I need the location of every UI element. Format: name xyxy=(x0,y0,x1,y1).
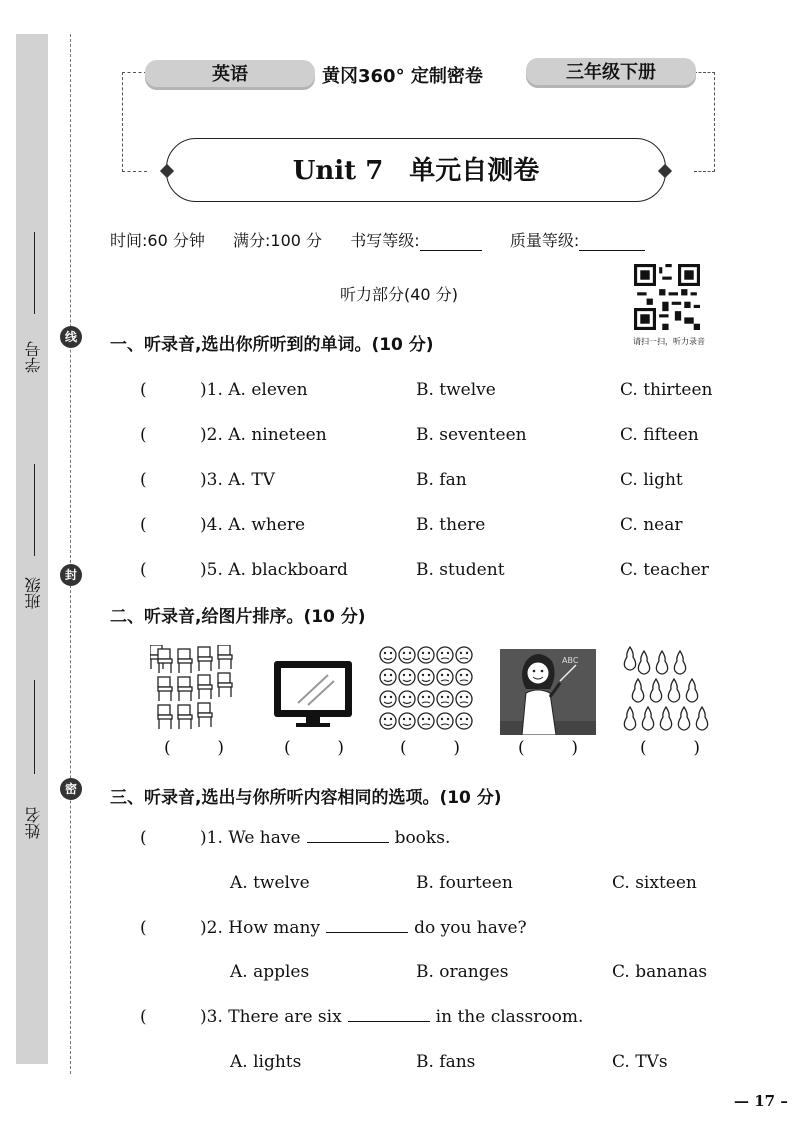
pears-icon xyxy=(622,645,718,735)
s1-q2-a: )2. A. nineteen xyxy=(200,425,327,445)
s1-q4-a: )4. A. where xyxy=(200,515,306,535)
picture-answer-4[interactable]: ( ) xyxy=(518,738,578,758)
exam-score: 满分:100 分 xyxy=(233,231,323,250)
picture-answer-5[interactable]: ( ) xyxy=(640,738,700,758)
s3-q3-b: B. fans xyxy=(416,1052,476,1072)
exam-time: 时间:60 分钟 xyxy=(110,231,205,250)
section2-heading: 二、听录音,给图片排序。(10 分) xyxy=(110,607,366,627)
name-line xyxy=(34,680,35,774)
qr-caption: 请扫一扫，听力录音 xyxy=(633,337,705,346)
student-id-line xyxy=(34,232,35,314)
quality-grade-field[interactable] xyxy=(579,250,645,251)
subject-badge: 英语 xyxy=(145,60,315,90)
exam-meta xyxy=(110,228,645,251)
writing-grade-field[interactable] xyxy=(420,250,482,251)
binding-strip xyxy=(16,34,48,1064)
answer-paren[interactable]: ( xyxy=(140,560,147,580)
answer-paren[interactable]: ( xyxy=(140,515,147,535)
s3-q2-text-end: do you have? xyxy=(414,918,527,938)
picture-answer-1[interactable]: ( ) xyxy=(164,738,224,758)
s1-q1-b: B. twelve xyxy=(416,380,496,400)
page-number: — 17 – xyxy=(734,1092,788,1110)
s1-q1-a: )1. A. eleven xyxy=(200,380,308,400)
s3-q2-a: A. apples xyxy=(230,962,310,982)
s1-q5-c: C. teacher xyxy=(620,560,709,580)
picture-answer-3[interactable]: ( ) xyxy=(400,738,460,758)
class-line xyxy=(34,464,35,556)
answer-paren[interactable]: ( xyxy=(140,828,147,848)
s3-q1-b: B. fourteen xyxy=(416,873,513,893)
svg-text:ABC: ABC xyxy=(562,656,579,665)
seal-seal: 封 xyxy=(60,564,82,586)
s1-q5-b: B. student xyxy=(416,560,505,580)
chairs-icon xyxy=(150,645,246,735)
blank-line[interactable] xyxy=(348,1021,430,1022)
s3-question-3 xyxy=(140,1007,583,1031)
s1-question-1 xyxy=(140,380,713,404)
page-title: Unit 7 单元自测卷 xyxy=(292,156,540,186)
s1-q2-c: C. fifteen xyxy=(620,425,699,445)
s3-q3-a: A. lights xyxy=(230,1052,302,1072)
s1-question-5 xyxy=(140,560,709,584)
faces-icon xyxy=(378,645,474,735)
teacher-icon xyxy=(500,645,596,735)
tv-icon xyxy=(268,645,364,735)
s3-question-1 xyxy=(140,828,450,852)
class-label: 班级 xyxy=(24,577,43,609)
s1-question-4 xyxy=(140,515,683,539)
blank-line[interactable] xyxy=(307,842,389,843)
s3-q2-text: )2. How many xyxy=(200,918,321,938)
s3-q1-text: )1. We have xyxy=(200,828,301,848)
answer-paren[interactable]: ( xyxy=(140,918,147,938)
s3-q3-c: C. TVs xyxy=(612,1052,668,1072)
seal-secret: 密 xyxy=(60,778,82,800)
listening-label: 听力部分(40 分) xyxy=(340,285,458,304)
s1-q3-a: )3. A. TV xyxy=(200,470,275,490)
s3-q2-c: C. bananas xyxy=(612,962,708,982)
student-id-label: 学号 xyxy=(24,341,43,373)
s3-question-2 xyxy=(140,918,527,942)
blank-line[interactable] xyxy=(326,932,408,933)
s3-q2-b: B. oranges xyxy=(416,962,509,982)
section1-heading: 一、听录音,选出你所听到的单词。(10 分) xyxy=(110,335,434,355)
s3-q1-text-end: books. xyxy=(394,828,451,848)
s1-q2-b: B. seventeen xyxy=(416,425,527,445)
header-bracket-right xyxy=(694,72,715,172)
section3-heading: 三、听录音,选出与你所听内容相同的选项。(10 分) xyxy=(110,788,502,808)
answer-paren[interactable]: ( xyxy=(140,470,147,490)
answer-paren[interactable]: ( xyxy=(140,425,147,445)
qr-code-icon[interactable] xyxy=(634,264,700,330)
s3-q1-c: C. sixteen xyxy=(612,873,697,893)
answer-paren[interactable]: ( xyxy=(140,380,147,400)
s3-q1-a: A. twelve xyxy=(230,873,310,893)
picture-answer-2[interactable]: ( ) xyxy=(284,738,344,758)
seal-line: 线 xyxy=(60,326,82,348)
s1-q4-c: C. near xyxy=(620,515,683,535)
s1-question-2 xyxy=(140,425,699,449)
s1-question-3 xyxy=(140,470,683,494)
writing-grade-label: 书写等级: xyxy=(350,231,420,250)
s3-q3-text: )3. There are six xyxy=(200,1007,342,1027)
header-bracket-left xyxy=(122,72,147,172)
s1-q3-c: C. light xyxy=(620,470,683,490)
cut-line xyxy=(70,34,71,1074)
name-label: 姓名 xyxy=(24,807,43,839)
grade-badge: 三年级下册 xyxy=(526,58,696,88)
s1-q4-b: B. there xyxy=(416,515,486,535)
series-name: 黄冈360° 定制密卷 xyxy=(322,66,483,87)
s1-q5-a: )5. A. blackboard xyxy=(200,560,348,580)
answer-paren[interactable]: ( xyxy=(140,1007,147,1027)
s3-q3-text-end: in the classroom. xyxy=(435,1007,584,1027)
quality-grade-label: 质量等级: xyxy=(509,231,580,250)
s1-q1-c: C. thirteen xyxy=(620,380,713,400)
s1-q3-b: B. fan xyxy=(416,470,467,490)
